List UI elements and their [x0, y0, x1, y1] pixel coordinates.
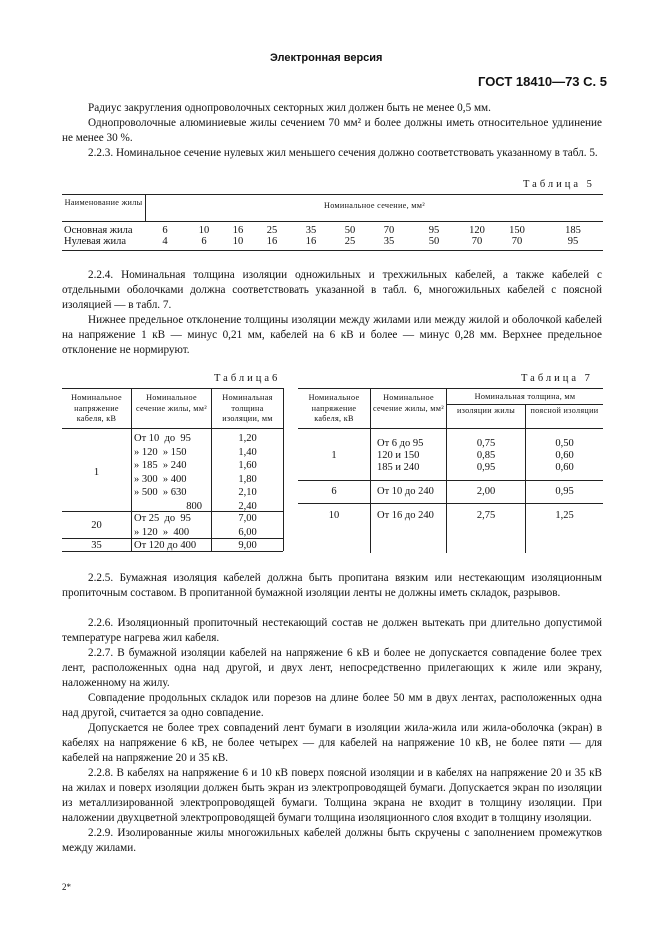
table7-section-cell: 185 и 240: [377, 462, 420, 473]
table5-value-cell: 185: [565, 225, 581, 236]
table6-thickness-cell: 2,40: [238, 500, 257, 512]
table7-header-thickness: Номинальная толщина, мм: [474, 392, 576, 401]
table7-belt-cell: 0,60: [555, 462, 574, 473]
table5-value-cell: 120: [469, 225, 485, 236]
page-mark: 2*: [62, 882, 71, 892]
table6-thickness-cell: 9,00: [238, 540, 257, 551]
table5-value-cell: 35: [383, 236, 395, 247]
table6-section-cell: От 120 до 400: [134, 540, 197, 551]
table7-core-cell: 0,75: [476, 438, 496, 449]
table5-value-cell: 25: [266, 225, 278, 236]
table5-header-core: Наименование жилы: [64, 198, 143, 207]
table6-thickness-cell: 6,00: [238, 526, 257, 538]
table6-section-cell: 800: [186, 500, 202, 512]
table7-caption: Таблица 7: [521, 373, 593, 384]
table5-value-cell: 70: [471, 236, 483, 247]
table6-voltage-cell: 1: [93, 466, 100, 478]
table5-header-section: Номинальное сечение, мм²: [323, 201, 425, 210]
table6-header-thickness: Номинальная толщина изоляции, мм: [222, 393, 273, 423]
table6-section-cell: » 500 » 630: [134, 487, 187, 498]
table6-section-cell: » 120 » 150: [134, 446, 187, 458]
table7-voltage-cell: 6: [331, 486, 337, 497]
table7-section-cell: От 10 до 240: [377, 486, 434, 497]
paragraph-2-2-5: 2.2.5. Бумажная изоляция кабелей должна быть пропитана вязким или нестекающим изоляционным пропиточным составом. В пропитанной бумажной изоляции ленты не должны иметь складок, разрывов.: [62, 572, 602, 599]
table7-header-belt-insulation: поясной изоляции: [530, 406, 599, 415]
table6-thickness-cell: 1,80: [238, 473, 257, 485]
table7-header-core-insulation: изоляции жилы: [456, 406, 516, 415]
table5-value-cell: 4: [162, 236, 168, 247]
table6-caption: Таблица6: [214, 373, 281, 384]
table5-row-main-label: Основная жила: [64, 225, 133, 236]
paragraph-2-2-6: 2.2.6. Изоляционный пропиточный нестекающий состав не должен вытекать при длительно допустимой температуре нагрева жил кабеля.: [62, 617, 602, 644]
table6-section-cell: От 25 до 95: [134, 513, 191, 524]
table5-value-cell: 70: [383, 225, 395, 236]
paragraph-2-2-9: 2.2.9. Изолированные жилы многожильных кабелей должны быть скручены с заполнением промежутков между жилами.: [62, 827, 602, 854]
table5-value-cell: 50: [344, 225, 356, 236]
table7-section-cell: 120 и 150: [377, 450, 420, 461]
table5-value-cell: 70: [511, 236, 523, 247]
table6-section-cell: » 120 » 400: [134, 526, 190, 538]
table7-header-voltage: Номинальное напряжение кабеля, кВ: [308, 393, 360, 423]
table6-voltage-cell: 20: [91, 519, 102, 531]
table5-row-neutral-label: Нулевая жила: [64, 236, 126, 247]
table6-thickness-cell: 2,10: [238, 487, 257, 498]
table5-value-cell: 50: [428, 236, 440, 247]
table6-section-cell: » 185 » 240: [134, 460, 187, 471]
table5-value-cell: 6: [162, 225, 168, 236]
table6-thickness-cell: 1,60: [238, 460, 257, 471]
table5-caption: Таблица 5: [523, 179, 595, 190]
table7-section-cell: От 16 до 240: [377, 510, 434, 521]
table7-belt-cell: 0,50: [555, 438, 574, 449]
paragraph-aluminium: Однопроволочные алюминиевые жилы сечением 70 мм² и более должны иметь относительное удлинение не менее 30 %.: [62, 117, 602, 144]
document-reference: ГОСТ 18410—73 С. 5: [478, 74, 607, 89]
table7-voltage-cell: 10: [328, 510, 340, 521]
table6-header-section: Номинальное сечение жилы, мм²: [136, 393, 207, 413]
table7-header-section: Номинальное сечение жилы, мм²: [373, 393, 444, 413]
table5-value-cell: 16: [266, 236, 278, 247]
table5-value-cell: 95: [428, 225, 440, 236]
table6-thickness-cell: 7,00: [238, 513, 257, 524]
paragraph-2-2-8: 2.2.8. В кабелях на напряжение 6 и 10 кВ поверх поясной изоляции и в кабелях на напряжение 20 и 35 кВ на жилах и поверх изоляции должен быть экран из электропроводящей бумаги. Допускается экран по изоляции из металлизированной электропроводящей бумаги. Толщина экрана не входит в толщину изоляции. При наложении двухцветной электропроводящей бумаги толщина изоляционного слоя входит в толщину изоляции.: [62, 767, 602, 824]
table6-section-cell: От 10 до 95: [134, 433, 191, 444]
table7-section-cell: От 6 до 95: [377, 438, 424, 449]
table5-value-cell: 10: [232, 236, 244, 247]
paragraph-tolerance: Нижнее предельное отклонение толщины изоляции между жилами или между жилой и оболочкой кабелей на напряжение 1 кВ — минус 0,21 мм, кабелей на 6 кВ и более — минус 0,28 мм. Верхнее предельное отклонение не нормируют.: [62, 314, 602, 356]
table5-value-cell: 95: [567, 236, 579, 247]
table5-value-cell: 6: [201, 236, 207, 247]
version-label: Электронная версия: [270, 52, 383, 64]
paragraph-2-2-3: 2.2.3. Номинальное сечение нулевых жил меньшего сечения должно соответствовать указанному в табл. 5.: [88, 147, 598, 159]
paragraph-coincidences: Допускается не более трех совпадений лент бумаги в изоляции жила-жила или жила-оболочка (экран) в кабелях на напряжение 6 кВ, не более четырех — для кабелей на напряжение 10 кВ, не более пяти — для кабелей на напряжение 20 и 35 кВ.: [62, 722, 602, 764]
paragraph-2-2-7: 2.2.7. В бумажной изоляции кабелей на напряжение 6 кВ и более не допускается совпадение более трех лент, расположенных одна над другой, и двух лент, непосредственно прилегающих к жиле или экрану, наложенному на жилу.: [62, 647, 602, 689]
table7-voltage-cell: 1: [331, 450, 337, 461]
table6-thickness-cell: 1,40: [238, 446, 257, 458]
table5-value-cell: 10: [198, 225, 210, 236]
table7-belt-cell: 0,95: [555, 486, 574, 497]
table5-value-cell: 16: [305, 236, 317, 247]
paragraph-radius: Радиус закругления однопроволочных секторных жил должен быть не менее 0,5 мм.: [88, 102, 491, 114]
table6-header-voltage: Номинальное напряжение кабеля, кВ: [71, 393, 122, 423]
table5-value-cell: 150: [509, 225, 525, 236]
table5-value-cell: 16: [232, 225, 244, 236]
paragraph-2-2-4: 2.2.4. Номинальная толщина изоляции одножильных и трехжильных кабелей, а также кабелей с отдельными оболочками должна соответствовать указанной в табл. 6, многожильных кабелей с поясной изоляцией — в табл. 7.: [62, 269, 602, 311]
table7-belt-cell: 1,25: [555, 510, 574, 521]
paragraph-folds: Совпадение продольных складок или порезов на длине более 50 мм в двух лентах, расположенных одна над другой, считается за одно совпадение.: [62, 692, 602, 719]
table6-thickness-cell: 1,20: [238, 433, 257, 444]
table7-core-cell: 2,00: [476, 486, 496, 497]
table7-core-cell: 0,85: [476, 450, 496, 461]
table6-voltage-cell: 35: [91, 540, 102, 551]
table5-value-cell: 35: [305, 225, 317, 236]
table5-value-cell: 25: [344, 236, 356, 247]
table7-core-cell: 2,75: [476, 510, 496, 521]
table6-section-cell: » 300 » 400: [134, 473, 187, 485]
table7-core-cell: 0,95: [476, 462, 496, 473]
table7-belt-cell: 0,60: [555, 450, 574, 461]
